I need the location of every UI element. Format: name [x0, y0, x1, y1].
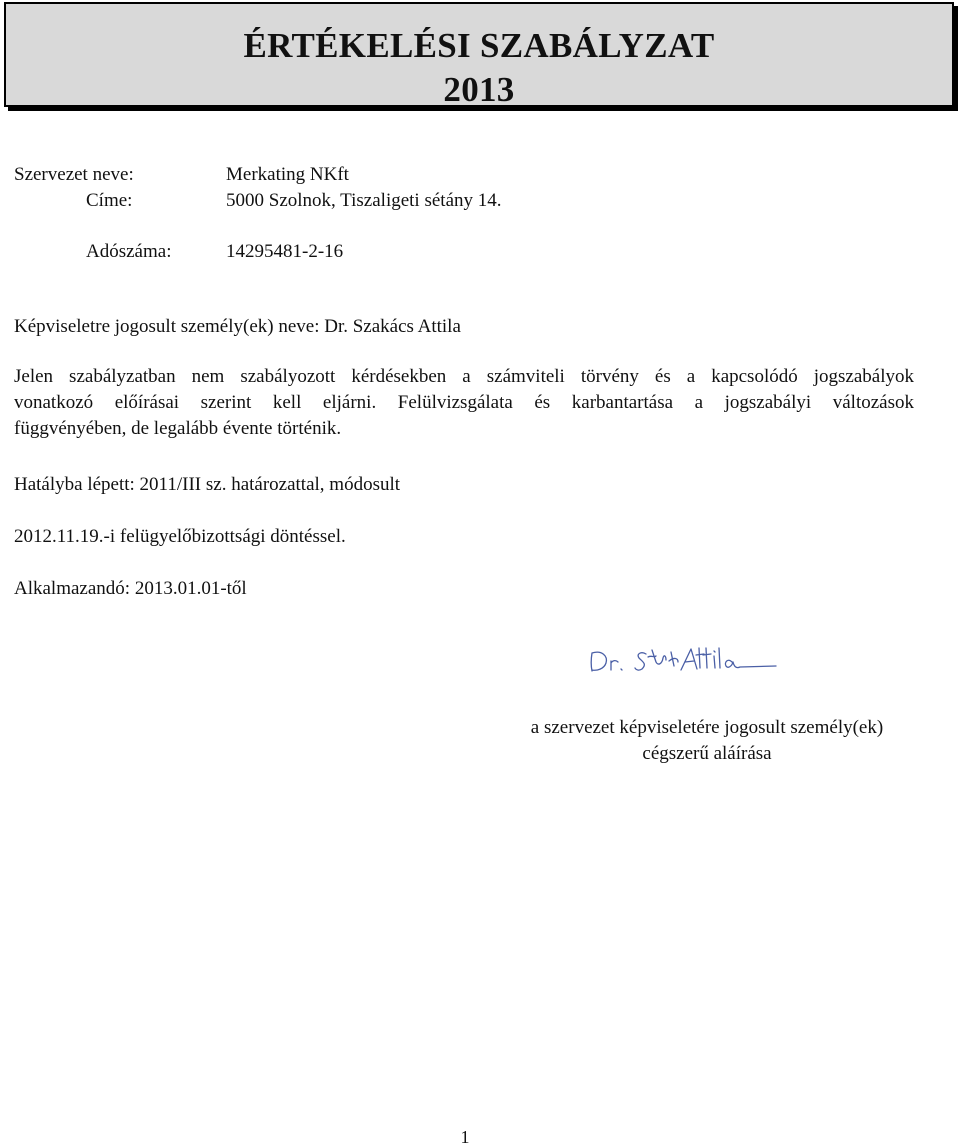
- signature-caption-line-2: cégszerű aláírása: [642, 743, 772, 764]
- org-name-value: Merkating NKft: [226, 164, 349, 185]
- signature-caption-line-1: a szervezet képviseletére jogosult személy(ek): [530, 717, 884, 738]
- body-line-2: vonatkozó előírásai szerint kell eljárni. Felülvizsgálata és karbantartása a jogszabályi változások: [14, 392, 914, 413]
- page-number: 1: [460, 1127, 470, 1147]
- signature-caption: [480, 715, 934, 767]
- org-address-value: 5000 Szolnok, Tiszaligeti sétány 14.: [226, 190, 502, 211]
- body-paragraph: [14, 364, 914, 442]
- handwritten-signature: [586, 644, 786, 678]
- org-name-label: Szervezet neve:: [14, 164, 134, 185]
- document-year: 2013: [443, 70, 515, 109]
- document-title: ÉRTÉKELÉSI SZABÁLYZAT: [243, 26, 715, 65]
- org-tax-label: Adószáma:: [86, 241, 172, 262]
- body-line-1: Jelen szabályzatban nem szabályozott kérdésekben a számviteli törvény és a kapcsolódó jogszabályok: [14, 366, 914, 387]
- effective-line-1: Hatályba lépett: 2011/III sz. határozattal, módosult: [14, 474, 401, 495]
- org-address-label: Címe:: [86, 190, 133, 211]
- document-title-box: [4, 2, 954, 107]
- representative-line: Képviseletre jogosult személy(ek) neve: Dr. Szakács Attila: [14, 316, 461, 337]
- effective-line-2: 2012.11.19.-i felügyelőbizottsági döntéssel.: [14, 526, 346, 547]
- applicable-date: Alkalmazandó: 2013.01.01-től: [14, 578, 247, 599]
- org-tax-value: 14295481-2-16: [226, 241, 344, 262]
- body-line-3: függvényében, de legalább évente történik.: [14, 418, 342, 439]
